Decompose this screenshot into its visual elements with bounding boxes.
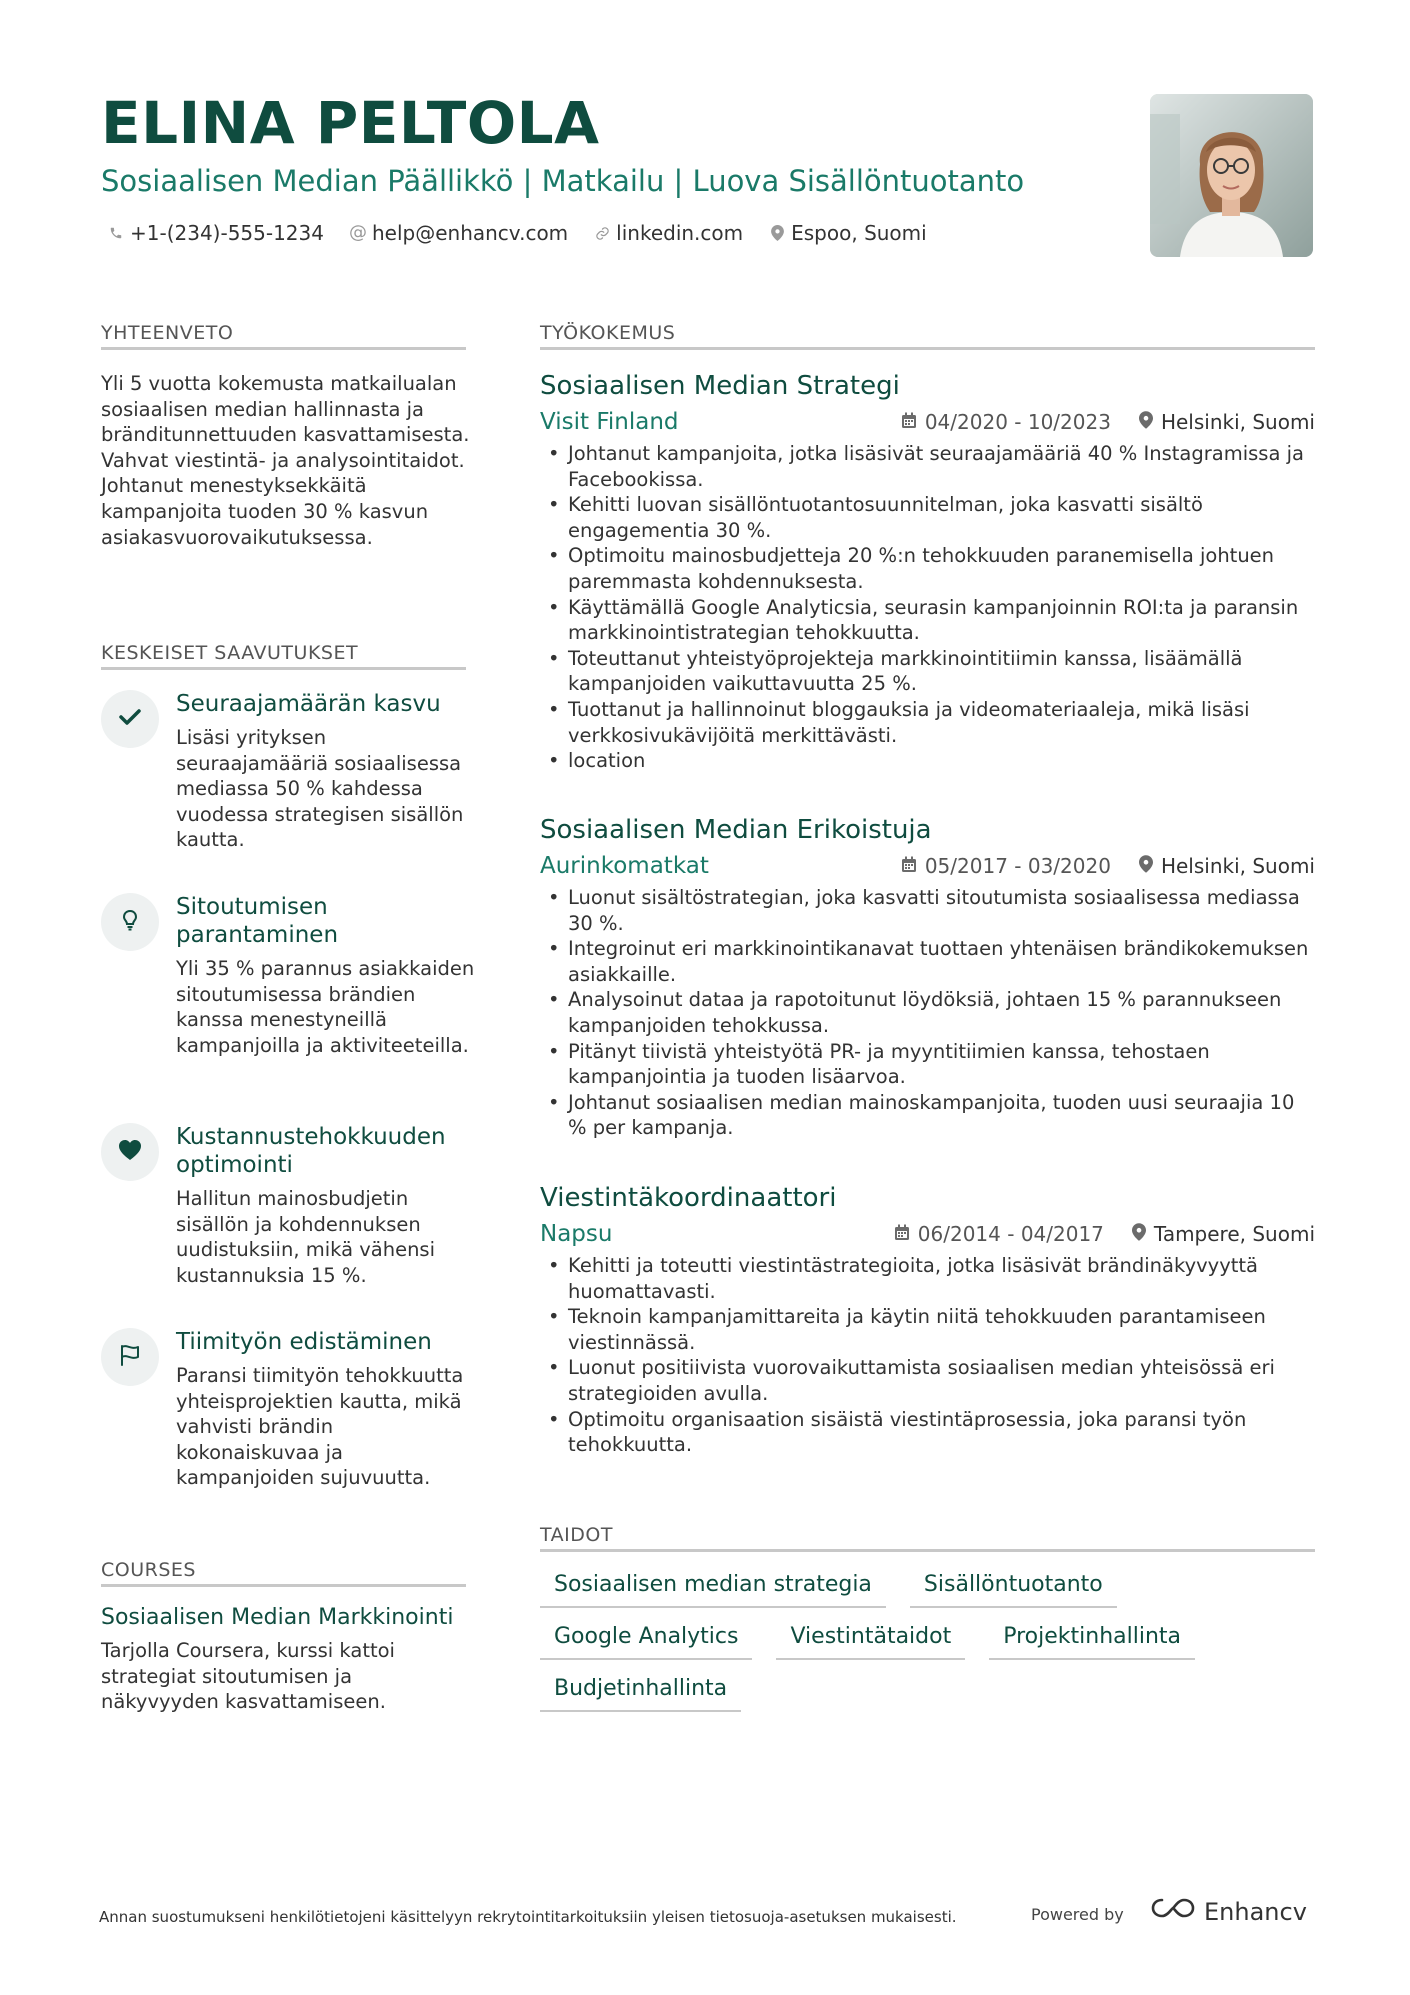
linkedin-text: linkedin.com: [616, 221, 744, 245]
contact-linkedin[interactable]: [594, 219, 743, 247]
list-item: • Teknoin kampanjamittareita ja käytin niitä tehokkuuden parantamiseen viestinnässä.: [540, 1304, 1315, 1355]
job-location-text: Tampere, Suomi: [1153, 1222, 1315, 1246]
candidate-name: ELINA PELTOLA: [101, 89, 600, 157]
location-pin-icon: [1132, 1219, 1146, 1249]
achievement-title: Sitoutumisen parantaminen: [176, 894, 339, 948]
achievement-item: [101, 1328, 471, 1498]
job-dates: [901, 851, 1111, 881]
achievement-badge: [101, 1328, 159, 1386]
flag-icon: [119, 1344, 141, 1370]
achievement-item: [101, 893, 475, 1093]
contact-info: [108, 219, 927, 247]
skill-tag: Viestintätaidot: [776, 1620, 965, 1660]
courses-heading: COURSES: [101, 1559, 196, 1581]
at-icon: @: [348, 222, 367, 243]
location-pin-icon: [769, 225, 785, 241]
contact-phone: [108, 219, 324, 247]
skill-tag: Projektinhallinta: [989, 1620, 1195, 1660]
achievement-item: [101, 690, 471, 860]
infinity-logo-icon: [1150, 1896, 1196, 1928]
job-dates-text: 04/2020 - 10/2023: [924, 410, 1111, 434]
job-location-text: Helsinki, Suomi: [1160, 854, 1315, 878]
achievement-badge: [101, 893, 159, 951]
location-pin-icon: [1139, 407, 1153, 437]
brand-name: Enhancv: [1204, 1898, 1307, 1926]
achievement-badge: [101, 1123, 159, 1181]
calendar-icon: [901, 407, 917, 437]
job-location: [1139, 407, 1315, 437]
list-item: • location: [540, 748, 1315, 774]
job-dates-location: [901, 851, 1315, 881]
job-entry: [540, 813, 1315, 1153]
job-role: Sosiaalisen Median Strategi: [540, 371, 900, 401]
list-item: • Toteuttanut yhteistyöprojekteja markkinointitiimin kanssa, lisäämällä kampanjoiden vaikuttavuutta 25 %.: [540, 646, 1315, 697]
job-dates: [894, 1219, 1104, 1249]
job-company: Visit Finland: [540, 409, 679, 435]
heart-icon: [118, 1139, 142, 1165]
achievement-text: Hallitun mainosbudjetin sisällön ja kohdennuksen uudistuksiin, mikä vähensi kustannuksia 15 %.: [176, 1187, 436, 1287]
link-icon: [594, 225, 610, 241]
phone-text: +1-(234)-555-1234: [130, 221, 324, 245]
list-item: • Tuottanut ja hallinnoinut bloggauksia ja videomateriaaleja, mikä lisäsi verkkosivukävijöitä merkittävästi.: [540, 697, 1315, 748]
list-item: • Kehitti ja toteutti viestintästrategioita, jotka lisäsivät brändinäkyvyyttä huomattavasti.: [540, 1253, 1315, 1304]
contact-location: [769, 219, 927, 247]
job-dates-text: 06/2014 - 04/2017: [917, 1222, 1104, 1246]
achievement-text: Yli 35 % parannus asiakkaiden sitoutumisessa brändien kanssa menestyneillä kampanjoilla ja aktiviteeteilla.: [176, 957, 475, 1057]
summary-divider: [101, 347, 466, 350]
achievement-title: Kustannustehokkuuden optimointi: [176, 1124, 446, 1178]
enhancv-logo[interactable]: [1150, 1896, 1307, 1928]
job-entry: [540, 1181, 1315, 1471]
skills-list: [540, 1568, 1315, 1712]
list-item: • Kehitti luovan sisällöntuotantosuunnitelman, joka kasvatti sisältö engagementia 30 %.: [540, 492, 1315, 543]
skill-tag: Sosiaalisen median strategia: [540, 1568, 886, 1608]
lightbulb-icon: [122, 909, 138, 935]
skills-divider: [540, 1549, 1315, 1552]
job-dates-text: 05/2017 - 03/2020: [924, 854, 1111, 878]
achievement-title: Tiimityön edistäminen: [176, 1329, 432, 1355]
course-description: Tarjolla Coursera, kurssi kattoi strategiat sitoutumisen ja näkyvyyden kasvattamiseen.: [101, 1639, 395, 1714]
job-meta: [540, 851, 1315, 881]
job-role: Viestintäkoordinaattori: [540, 1183, 837, 1213]
job-dates: [901, 407, 1111, 437]
phone-icon: [108, 225, 124, 241]
job-entry: [540, 369, 1315, 773]
courses-divider: [101, 1584, 466, 1587]
summary-heading: YHTEENVETO: [101, 322, 234, 344]
skill-tag: Google Analytics: [540, 1620, 752, 1660]
achievements-heading: KESKEISET SAAVUTUKSET: [101, 642, 359, 664]
achievements-divider: [101, 667, 466, 670]
calendar-icon: [901, 851, 917, 881]
job-bullets: [540, 885, 1315, 1141]
calendar-icon: [894, 1219, 910, 1249]
list-item: • Optimoitu organisaation sisäistä viestintäprosessia, joka paransi työn tehokkuutta.: [540, 1407, 1315, 1458]
list-item: • Luonut positiivista vuorovaikuttamista sosiaalisen median yhteisössä eri strategioiden avulla.: [540, 1355, 1315, 1406]
list-item: • Analysoinut dataa ja rapotoitunut löydöksiä, johtaen 15 % parannukseen kampanjoiden tehokkussa.: [540, 987, 1315, 1038]
achievement-title: Seuraajamäärän kasvu: [176, 691, 441, 717]
skills-heading: TAIDOT: [540, 1524, 613, 1546]
skill-tag: Budjetinhallinta: [540, 1672, 741, 1712]
summary-text: Yli 5 vuotta kokemusta matkailualan sosiaalisen median hallinnasta ja bränditunnettuuden kasvattamisesta. Vahvat viestintä- ja analysointitaidot. Johtanut menestyksekkäitä kampanjoita tuoden 30 % kasvun asiakasvuorovaikutuksessa.: [101, 372, 470, 549]
job-dates-location: [901, 407, 1315, 437]
job-meta: [540, 1219, 1315, 1249]
job-location: [1139, 851, 1315, 881]
job-bullets: [540, 441, 1315, 774]
skill-tag: Sisällöntuotanto: [910, 1568, 1117, 1608]
job-company: Napsu: [540, 1221, 613, 1247]
contact-email[interactable]: [350, 219, 568, 247]
powered-by-label: Powered by: [1031, 1905, 1124, 1924]
check-icon: [119, 708, 141, 730]
list-item: • Integroinut eri markkinointikanavat tuottaen yhtenäisen brändikokemuksen asiakkaille.: [540, 936, 1315, 987]
job-dates-location: [894, 1219, 1315, 1249]
experience-divider: [540, 347, 1315, 350]
job-meta: [540, 407, 1315, 437]
job-role: Sosiaalisen Median Erikoistuja: [540, 815, 932, 845]
achievement-text: Lisäsi yrityksen seuraajamääriä sosiaalisessa mediassa 50 % kahdessa vuodessa strategisen sisällön kautta.: [176, 726, 464, 852]
job-bullets: [540, 1253, 1315, 1458]
job-location-text: Helsinki, Suomi: [1160, 410, 1315, 434]
achievement-text: Paransi tiimityön tehokkuutta yhteisprojektien kautta, mikä vahvisti brändin kokonaiskuvaa ja kampanjoiden sujuvuutta.: [176, 1364, 464, 1490]
job-location: [1132, 1219, 1315, 1249]
location-pin-icon: [1139, 851, 1153, 881]
achievement-badge: [101, 690, 159, 748]
email-text: help@enhancv.com: [371, 221, 569, 245]
list-item: • Johtanut sosiaalisen median mainoskampanjoita, tuoden uusi seuraajia 10 % per kampanja.: [540, 1090, 1315, 1141]
location-text: Espoo, Suomi: [791, 221, 927, 245]
list-item: • Luonut sisältöstrategian, joka kasvatti sitoutumista sosiaalisessa mediassa 30 %.: [540, 885, 1315, 936]
experience-heading: TYÖKOKEMUS: [540, 322, 676, 344]
job-company: Aurinkomatkat: [540, 853, 709, 879]
achievement-item: [101, 1123, 471, 1298]
profile-photo: [1150, 94, 1313, 257]
list-item: • Johtanut kampanjoita, jotka lisäsivät seuraajamääriä 40 % Instagramissa ja Facebookissa.: [540, 441, 1315, 492]
candidate-headline: Sosiaalisen Median Päällikkö | Matkailu | Luova Sisällöntuotanto: [101, 164, 1025, 198]
gdpr-consent: Annan suostumukseni henkilötietojeni käsittelyyn rekrytointitarkoituksiin yleisen tietosuoja-asetuksen mukaisesti.: [99, 1908, 957, 1926]
list-item: • Pitänyt tiivistä yhteistyötä PR- ja myyntitiimien kanssa, tehostaen kampanjointia ja tuoden lisäarvoa.: [540, 1039, 1315, 1090]
list-item: • Optimoitu mainosbudjetteja 20 %:n tehokkuuden paranemisella johtuen paremmasta kohdennuksesta.: [540, 543, 1315, 594]
course-title: Sosiaalisen Median Markkinointi: [101, 1605, 454, 1630]
list-item: • Käyttämällä Google Analyticsia, seurasin kampanjoinnin ROI:ta ja paransin markkinointistrategian tehokkuutta.: [540, 595, 1315, 646]
